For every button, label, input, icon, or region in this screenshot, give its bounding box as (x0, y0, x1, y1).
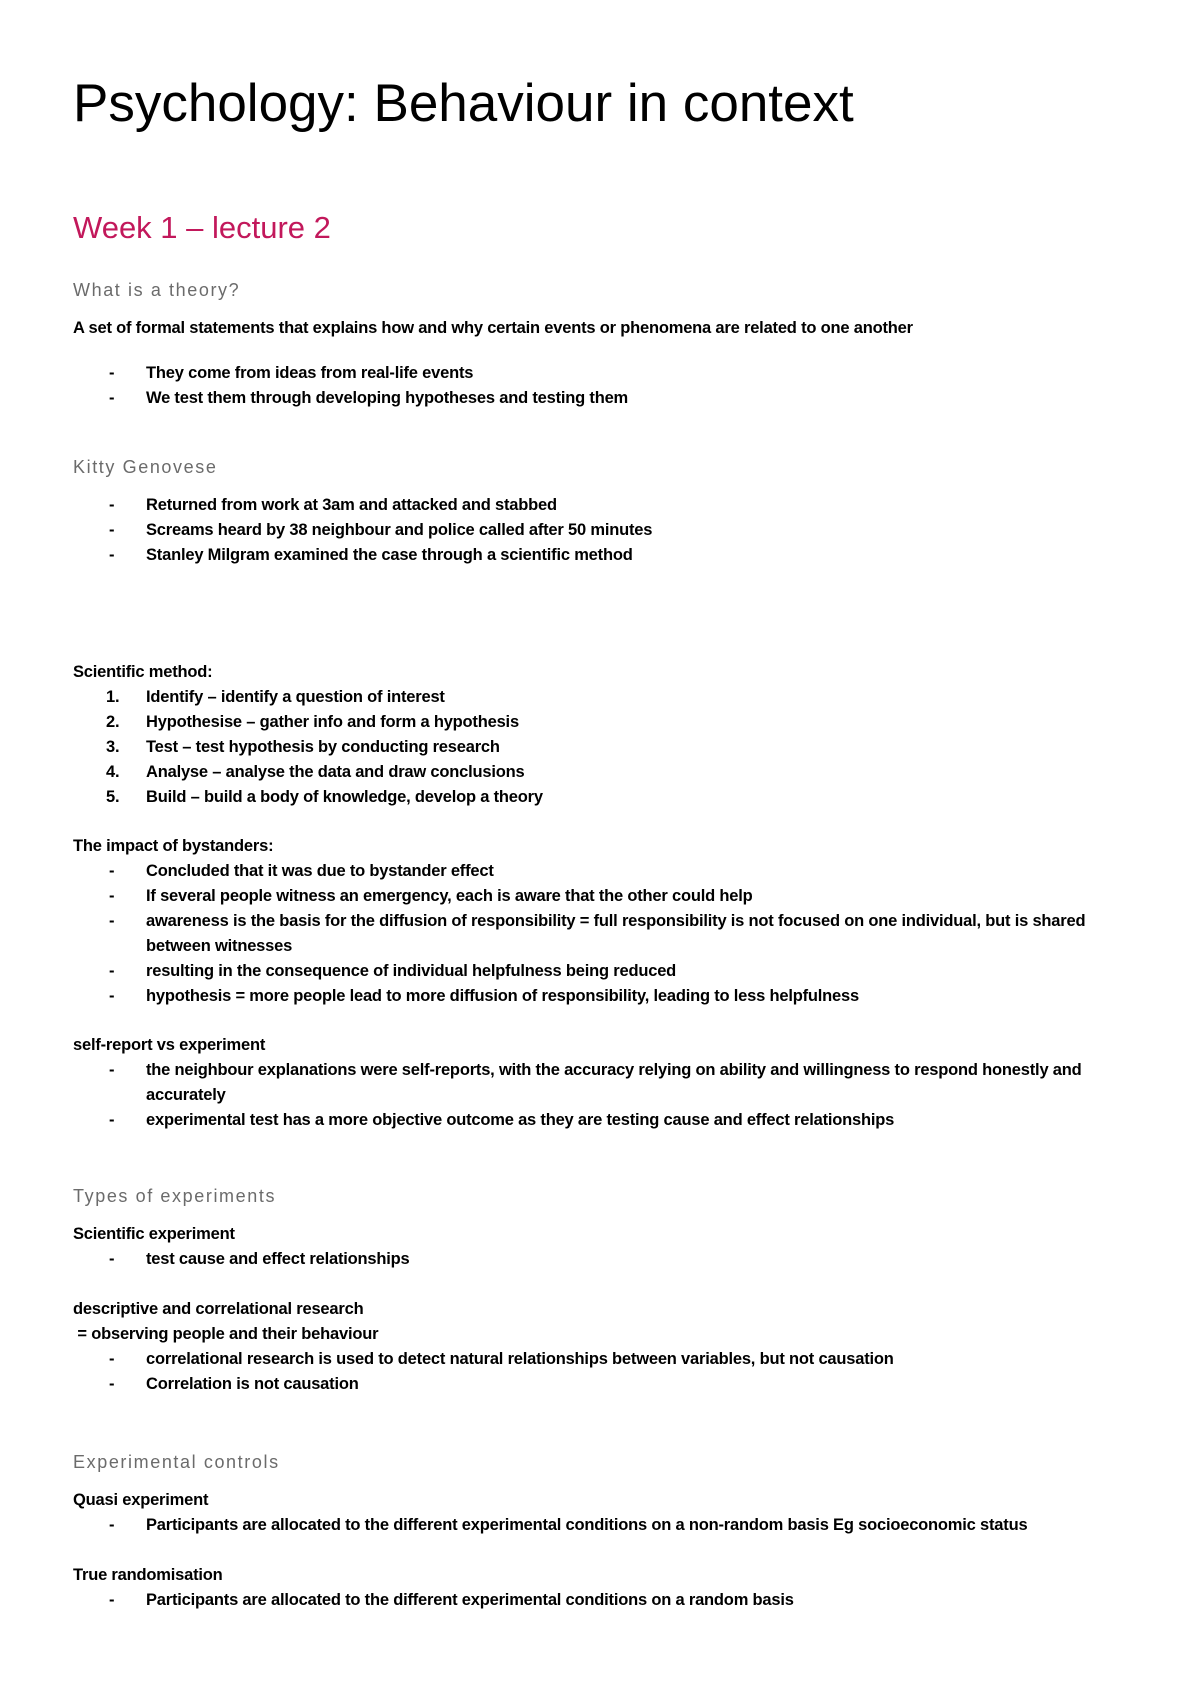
bullet-marker: - (109, 496, 115, 514)
list-item: - resulting in the consequence of individual helpfulness being reduced (73, 959, 1133, 984)
kitty-heading: Kitty Genovese (73, 457, 218, 477)
list-item: - If several people witness an emergency, each is aware that the other could help (73, 884, 1133, 909)
list-item: - Stanley Milgram examined the case through a scientific method (73, 543, 1133, 568)
week-heading: Week 1 – lecture 2 (73, 210, 331, 245)
list-item: 5. Build – build a body of knowledge, develop a theory (106, 788, 543, 806)
bullet-marker: - (109, 1375, 115, 1393)
list-item: - awareness is the basis for the diffusion of responsibility = full responsibility is not focused on one individual, but is shared between witnesses (73, 909, 1133, 959)
quasi-bullets (73, 1513, 1133, 1538)
theory-definition: A set of formal statements that explains how and why certain events or phenomena are related to one another (73, 319, 913, 337)
bullet-marker: - (109, 546, 115, 564)
scientific-method-label: Scientific method: (73, 663, 213, 681)
quasi-label: Quasi experiment (73, 1491, 209, 1509)
list-item: 4. Analyse – analyse the data and draw conclusions (106, 763, 525, 781)
list-item: - Returned from work at 3am and attacked and stabbed (73, 493, 1133, 518)
self-report-label: self-report vs experiment (73, 1036, 266, 1054)
bullet-marker: - (109, 1250, 115, 1268)
descriptive-label: descriptive and correlational research (73, 1300, 364, 1318)
types-heading: Types of experiments (73, 1186, 277, 1206)
true-randomisation-bullets (73, 1588, 1133, 1613)
bystanders-label: The impact of bystanders: (73, 837, 274, 855)
bullet-marker: - (109, 389, 115, 407)
list-item: 2. Hypothesise – gather info and form a hypothesis (106, 713, 519, 731)
bullet-marker: - (109, 862, 115, 880)
list-item: - Correlation is not causation (73, 1372, 1133, 1397)
scientific-experiment-label: Scientific experiment (73, 1225, 235, 1243)
list-item: - They come from ideas from real-life events (73, 361, 1133, 386)
theory-heading: What is a theory? (73, 280, 241, 300)
scientific-experiment-bullets (73, 1247, 1133, 1272)
document-title: Psychology: Behaviour in context (73, 74, 854, 133)
list-item: - correlational research is used to detect natural relationships between variables, but not causation (73, 1347, 1133, 1372)
list-item: 3. Test – test hypothesis by conducting research (106, 738, 500, 756)
bullet-marker: - (109, 364, 115, 382)
scientific-method-steps (73, 685, 1133, 810)
list-item: - test cause and effect relationships (73, 1247, 1133, 1272)
controls-heading: Experimental controls (73, 1452, 280, 1472)
bullet-marker: - (109, 912, 115, 930)
list-item: - Participants are allocated to the different experimental conditions on a non-random basis Eg socioeconomic status (73, 1513, 1133, 1538)
descriptive-bullets (73, 1347, 1133, 1397)
descriptive-sub: = observing people and their behaviour (73, 1325, 379, 1343)
bullet-marker: - (109, 521, 115, 539)
true-randomisation-label: True randomisation (73, 1566, 223, 1584)
list-item: 1. Identify – identify a question of interest (106, 688, 445, 706)
bullet-marker: - (109, 1061, 115, 1079)
kitty-bullet-list (73, 493, 1133, 568)
bystanders-bullet-list (73, 859, 1133, 1009)
self-report-bullet-list (73, 1058, 1133, 1133)
bullet-marker: - (109, 1591, 115, 1609)
list-item: - experimental test has a more objective outcome as they are testing cause and effect relationships (73, 1108, 1133, 1133)
bullet-marker: - (109, 987, 115, 1005)
bullet-marker: - (109, 962, 115, 980)
list-item: - hypothesis = more people lead to more diffusion of responsibility, leading to less helpfulness (73, 984, 1133, 1009)
bullet-marker: - (109, 1516, 115, 1534)
list-item: - Participants are allocated to the different experimental conditions on a random basis (73, 1588, 1133, 1613)
bullet-marker: - (109, 1350, 115, 1368)
list-item: - We test them through developing hypotheses and testing them (73, 386, 1133, 411)
bullet-marker: - (109, 887, 115, 905)
theory-bullet-list (73, 361, 1133, 411)
bullet-marker: - (109, 1111, 115, 1129)
list-item: - Concluded that it was due to bystander effect (73, 859, 1133, 884)
list-item: - Screams heard by 38 neighbour and police called after 50 minutes (73, 518, 1133, 543)
list-item: - the neighbour explanations were self-reports, with the accuracy relying on ability and willingness to respond honestly and accurately (73, 1058, 1133, 1108)
